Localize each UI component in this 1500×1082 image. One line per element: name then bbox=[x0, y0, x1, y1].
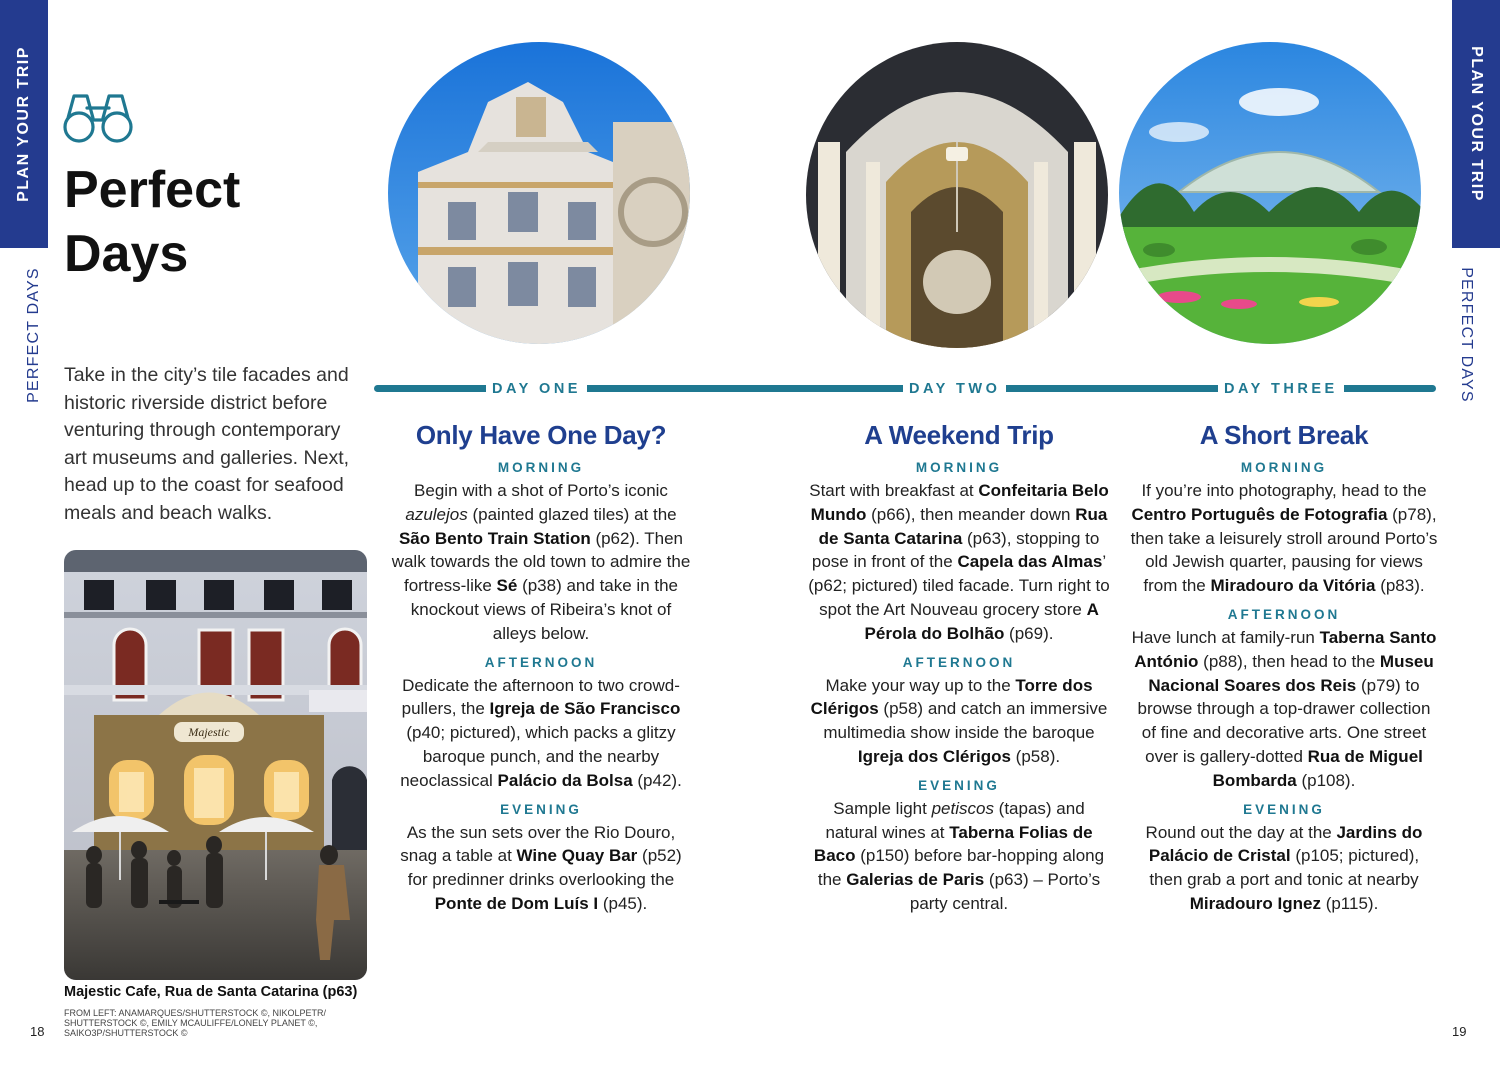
day-two-title: A Weekend Trip bbox=[864, 420, 1054, 450]
morning-text: Start with breakfast at Confeitaria Belo Mundo (p66), then meander down Rua de Santa Catarina (p63), stopping to pose in front of the Capela das Almas’ (p62; pictured) tiled facade. Turn right to spot the Art Nouveau grocery store A Pérola do Bolhão (p69). bbox=[808, 481, 1110, 643]
morning-text: If you’re into photography, head to the Centro Português de Fotografia (p78), then take a leisurely stroll around Porto’s old Jewish quarter, pausing for views from the Miradouro da Vitória (p83). bbox=[1130, 481, 1438, 596]
subsection-tab-left bbox=[10, 265, 58, 405]
page-title: Perfect Days bbox=[64, 161, 241, 283]
subsection-tab-label: PERFECT DAYS bbox=[1458, 267, 1475, 403]
page-number-left: 18 bbox=[30, 1024, 45, 1039]
day-three-title: A Short Break bbox=[1199, 420, 1369, 450]
section-tab-label: PLAN YOUR TRIP bbox=[15, 46, 32, 202]
day-three-column bbox=[1130, 418, 1438, 916]
cafe-sign-text: Majestic bbox=[188, 725, 230, 739]
photo-caption: Majestic Cafe, Rua de Santa Catarina (p63) bbox=[64, 984, 358, 1000]
section-tab-label: PLAN YOUR TRIP bbox=[1468, 46, 1485, 202]
morning-label: MORNING bbox=[497, 460, 585, 475]
page-number-right: 19 bbox=[1452, 1024, 1467, 1039]
morning-label: MORNING bbox=[915, 460, 1003, 475]
afternoon-label: AFTERNOON bbox=[902, 654, 1016, 670]
majestic-cafe-photo bbox=[64, 550, 367, 980]
day-one-column bbox=[388, 418, 694, 916]
day-one-title: Only Have One Day? bbox=[415, 420, 667, 450]
subsection-tab-label: PERFECT DAYS bbox=[25, 267, 42, 403]
morning-label: MORNING bbox=[1240, 460, 1328, 475]
section-tab-right bbox=[1452, 0, 1500, 248]
day-one-label: DAY ONE bbox=[486, 380, 587, 398]
afternoon-text: Have lunch at family-run Taberna Santo António (p88), then head to the Museu Nacional Soares dos Reis (p79) to browse through a top-drawer collection of fine and decorative arts. One street over is gallery-dotted Rua de Miguel Bombarda (p108). bbox=[1131, 627, 1437, 790]
evening-text: As the sun sets over the Rio Douro, snag a table at Wine Quay Bar (p52) for predinner drinks overlooking the Ponte de Dom Luís I (p45). bbox=[400, 822, 682, 913]
chapel-interior-photo bbox=[806, 42, 1108, 348]
sao-francisco-photo bbox=[388, 42, 690, 344]
photo-credits: FROM LEFT: ANAMARQUES/SHUTTERSTOCK ©, NIKOLPETR/ SHUTTERSTOCK ©, EMILY MCAULIFFE/LONELY PLANET ©, SAIKO3P/SHUTTERSTOCK © bbox=[64, 1008, 327, 1038]
day-three-label: DAY THREE bbox=[1218, 380, 1344, 398]
evening-label: EVENING bbox=[918, 777, 1000, 793]
evening-label: EVENING bbox=[500, 801, 582, 817]
morning-text: Begin with a shot of Porto’s iconic azulejos (painted glazed tiles) at the São Bento Train Station (p62). Then walk towards the old town to admire the fortress-like Sé (p38) and take in the knockout views of Ribeira’s knot of alleys below. bbox=[391, 481, 691, 643]
afternoon-label: AFTERNOON bbox=[484, 654, 598, 670]
section-tab-left bbox=[0, 0, 48, 248]
day-two-column bbox=[806, 418, 1112, 916]
evening-label: EVENING bbox=[1243, 801, 1325, 817]
palacio-cristal-gardens-photo bbox=[1119, 42, 1421, 344]
afternoon-text: Dedicate the afternoon to two crowd-pullers, the Igreja de São Francisco (p40; pictured), which packs a glitzy baroque punch, and the nearby neoclassical Palácio da Bolsa (p42). bbox=[400, 675, 682, 790]
afternoon-label: AFTERNOON bbox=[1227, 606, 1341, 622]
evening-text: Round out the day at the Jardins do Palácio de Cristal (p105; pictured), then grab a port and tonic at nearby Miradouro Ignez (p115). bbox=[1145, 822, 1423, 913]
subsection-tab-right bbox=[1442, 265, 1490, 405]
day-two-label: DAY TWO bbox=[903, 380, 1006, 398]
intro-text: Take in the city’s tile facades and historic riverside district before venturing through contemporary art museums and galleries. Next, head up to the coast for seafood meals and beach walks. bbox=[64, 364, 350, 524]
binoculars-icon bbox=[62, 90, 134, 146]
evening-text: Sample light petiscos (tapas) and natural wines at Taberna Folias de Baco (p150) before bar-hopping along the Galerias de Paris (p63) – Porto’s party central. bbox=[813, 798, 1105, 913]
afternoon-text: Make your way up to the Torre dos Clérigos (p58) and catch an immersive multimedia show inside the baroque Igreja dos Clérigos (p58). bbox=[810, 675, 1108, 766]
